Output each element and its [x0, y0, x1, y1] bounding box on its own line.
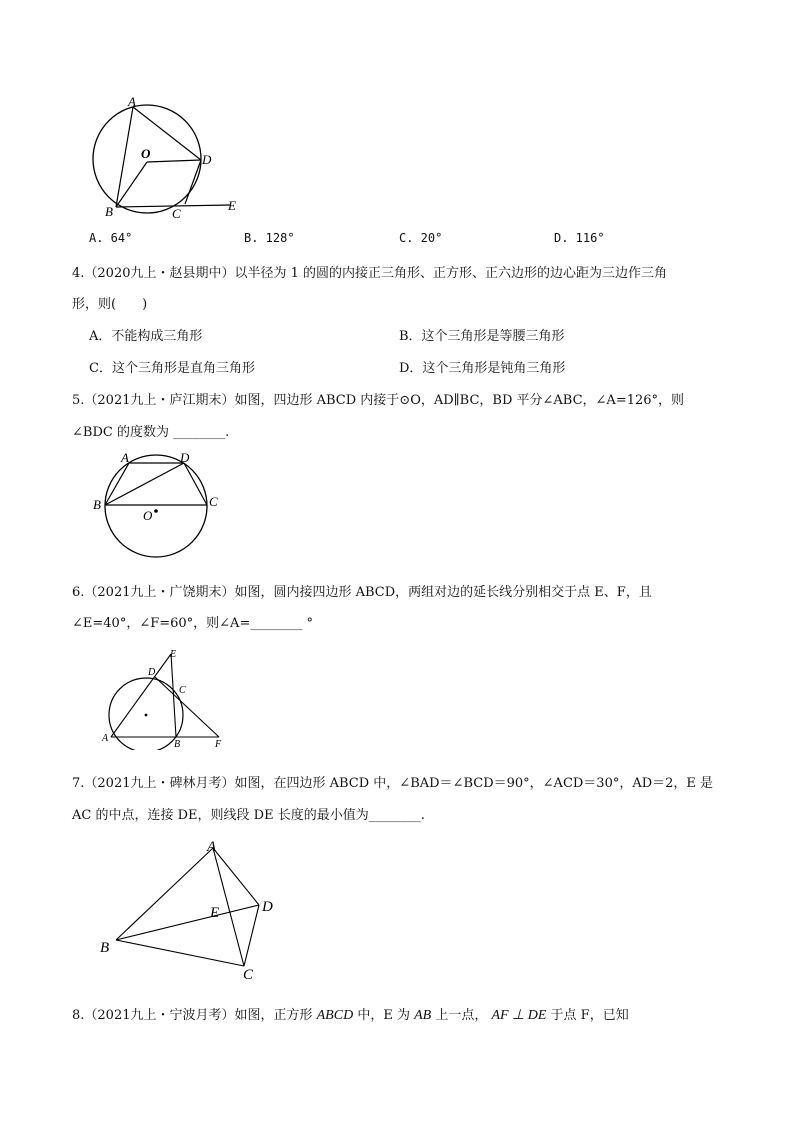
q6-label-a: A	[102, 733, 109, 744]
q7-label-a: A	[207, 839, 217, 855]
q4-option-c: C．这个三角形是直角三角形	[89, 361, 255, 376]
q8-stem	[72, 1004, 629, 1024]
q3-option-b: B. 128°	[244, 231, 295, 245]
q5-label-o: O	[143, 508, 153, 523]
q7-stem-line2: AC 的中点，连接 DE，则线段 DE 长度的最小值为________.	[72, 808, 425, 823]
q3-option-d: D. 116°	[554, 231, 605, 245]
q7-stem-line1: 7.（2021九上・碑林月考）如图，在四边形 ABCD 中，∠BAD＝∠BCD＝90°，∠ACD＝30°，AD＝2，E 是	[72, 776, 714, 791]
q7-label-e: E	[210, 905, 220, 921]
q8-mid2: 上一点，	[431, 1008, 492, 1023]
q5-stem-line2: ∠BDC 的度数为 ________.	[72, 425, 230, 440]
q3-label-d: D	[202, 152, 212, 167]
q8-mid1: 中，E 为	[353, 1008, 415, 1023]
q3-option-a: A. 64°	[89, 231, 133, 245]
q3-label-a: A	[128, 94, 136, 109]
q3-label-b: B	[105, 204, 113, 219]
q7-label-d: D	[262, 899, 273, 915]
q6-label-c: C	[179, 685, 186, 696]
q5-stem-line1: 5.（2021九上・庐江期末）如图，四边形 ABCD 内接于⊙O，AD∥BC，BD 平分∠ABC，∠A=126°，则	[72, 393, 685, 408]
q3-label-o: O	[141, 146, 151, 161]
q6-label-b: B	[174, 739, 181, 750]
q8-ab: AB	[414, 1008, 432, 1023]
q3-label-e: E	[228, 198, 236, 213]
q6-diagram	[98, 646, 232, 750]
q3-figure	[85, 92, 255, 224]
q6-label-f: F	[215, 739, 222, 750]
q7-figure	[92, 834, 292, 984]
q5-label-c: C	[209, 494, 218, 509]
q5-label-b: B	[93, 497, 101, 512]
q5-label-d: D	[180, 450, 190, 465]
q5-figure	[90, 448, 230, 566]
q4-stem-line2: 形，则( )	[72, 297, 148, 312]
q8-suffix: 于点 F，已知	[546, 1008, 629, 1023]
q8-prefix: 8.（2021九上・宁波月考）如图，正方形	[72, 1008, 317, 1023]
q7-label-b: B	[100, 940, 110, 956]
q8-af-perp-de: AF ⊥ DE	[491, 1008, 547, 1023]
q4-option-a: A．不能构成三角形	[89, 329, 203, 344]
q5-diagram	[90, 448, 230, 566]
q5-label-a: A	[121, 450, 129, 465]
q3-option-c: C. 20°	[399, 231, 443, 245]
q4-stem-line1: 4.（2020九上・赵县期中）以半径为 1 的圆的内接正三角形、正方形、正六边形的边心距为三边作三角	[72, 266, 668, 281]
q6-figure	[98, 646, 232, 750]
q6-label-d: D	[148, 667, 156, 678]
q3-diagram	[85, 92, 255, 224]
q7-diagram	[92, 834, 292, 984]
q6-label-e: E	[170, 649, 177, 660]
q6-stem-line2: ∠E=40°，∠F=60°，则∠A=________ °	[72, 616, 313, 631]
q6-stem-line1: 6.（2021九上・广饶期末）如图，圆内接四边形 ABCD，两组对边的延长线分别相交于点 E、F，且	[72, 585, 652, 600]
q7-label-c: C	[243, 967, 254, 983]
q3-label-c: C	[172, 206, 181, 221]
q8-abcd: ABCD	[316, 1008, 354, 1023]
q4-option-d: D．这个三角形是钝角三角形	[399, 361, 566, 376]
q4-option-b: B．这个三角形是等腰三角形	[399, 329, 565, 344]
